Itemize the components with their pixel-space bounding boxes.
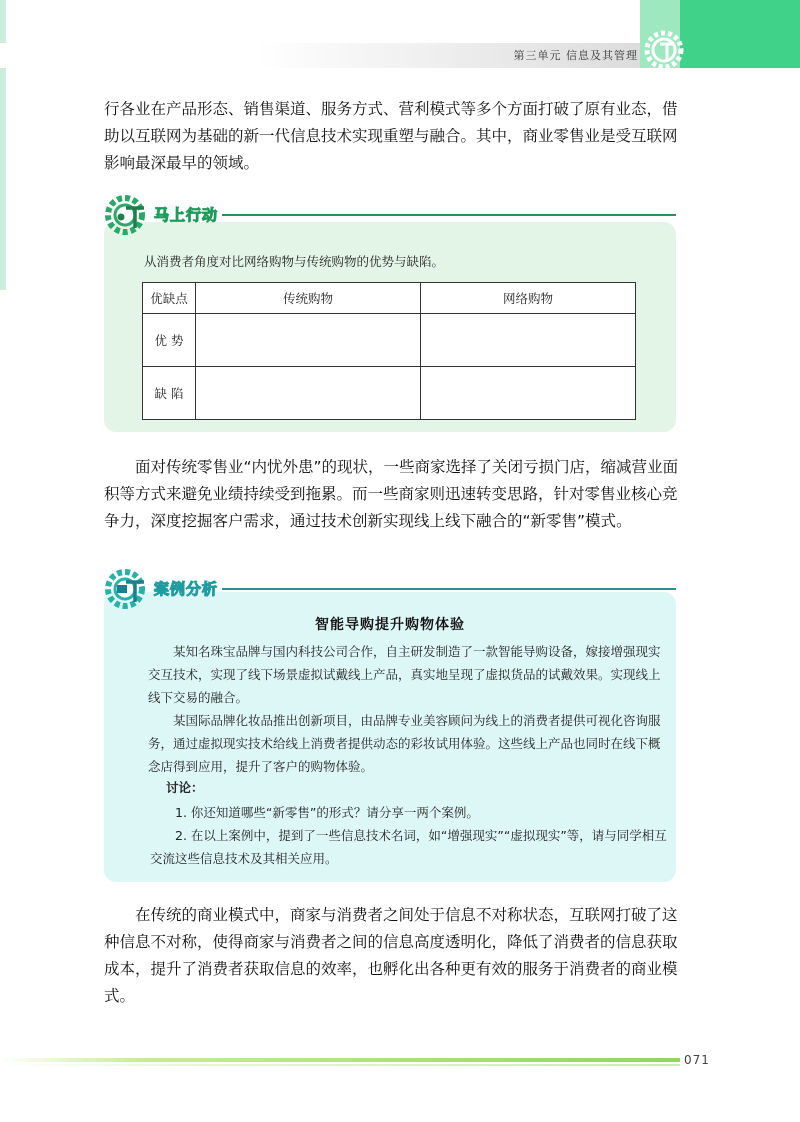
case-heading xyxy=(104,566,676,612)
action-heading-title: 马上行动 xyxy=(154,206,219,224)
comparison-table xyxy=(142,282,636,420)
gear-icon xyxy=(104,566,150,612)
footer-rule xyxy=(0,1058,680,1062)
page-number: 071 xyxy=(684,1053,710,1067)
discussion-question-2: 2. 在以上案例中，提到了一些信息技术名词，如“增强现实”“虚拟现实”等，请与同学相互交流这些信息技术及其相关应用。 xyxy=(150,828,667,866)
table-cell xyxy=(196,314,421,367)
case-heading-rule xyxy=(222,588,676,590)
table-row xyxy=(143,314,636,367)
gear-icon xyxy=(104,192,150,238)
table-header-cell: 传统购物 xyxy=(196,283,421,314)
action-instruction: 从消费者角度对比网络购物与传统购物的优势与缺陷。 xyxy=(144,254,445,269)
footer-rule-thin xyxy=(0,1064,680,1066)
body-paragraph-1: 行各业在产品形态、销售渠道、服务方式、营利模式等多个方面打破了原有业态，借助以互联网为基础的新一代信息技术实现重塑与融合。其中，商业零售业是受互联网影响最深最早的领域。 xyxy=(104,100,678,172)
table-header-cell: 优缺点 xyxy=(143,283,196,314)
table-header-row xyxy=(143,283,636,314)
table-row-label: 优 势 xyxy=(143,314,196,367)
table-header-cell: 网络购物 xyxy=(421,283,636,314)
table-cell xyxy=(421,367,636,420)
table-cell xyxy=(421,314,636,367)
unit-title: 第三单元 信息及其管理 xyxy=(513,49,638,62)
case-paragraph-1: 某知名珠宝品牌与国内科技公司合作，自主研发制造了一款智能导购设备，嫁接增强现实交互技术，实现了线下场景虚拟试戴线上产品，真实地呈现了虚拟货品的试戴效果。实现线上线下交易的融合。 xyxy=(148,644,661,705)
action-heading-rule xyxy=(222,214,676,216)
case-paragraph-2: 某国际品牌化妆品推出创新项目，由品牌专业美容顾问为线上的消费者提供可视化咨询服务，通过虚拟现实技术给线上消费者提供动态的彩妆试用体验。这些线上产品也同时在线下概念店得到应用，提升了客户的购物体验。 xyxy=(148,713,661,774)
action-heading xyxy=(104,192,676,238)
gear-logo-icon xyxy=(640,26,688,74)
discussion-question-1: 1. 你还知道哪些“新零售”的形式？请分享一两个案例。 xyxy=(175,805,479,820)
discussion-label: 讨论： xyxy=(166,780,204,795)
body-paragraph-3: 在传统的商业模式中，商家与消费者之间处于信息不对称状态，互联网打破了这种信息不对称，使得商家与消费者之间的信息高度透明化，降低了消费者的信息获取成本，提升了消费者获取信息的效率，也孵化出各种更有效的服务于消费者的商业模式。 xyxy=(104,906,678,1005)
case-title: 智能导购提升购物体验 xyxy=(315,617,465,633)
table-row-label: 缺 陷 xyxy=(143,367,196,420)
table-cell xyxy=(196,367,421,420)
case-heading-title: 案例分析 xyxy=(154,580,219,598)
table-row xyxy=(143,367,636,420)
body-paragraph-2: 面对传统零售业“内忧外患”的现状，一些商家选择了关闭亏损门店，缩减营业面积等方式来避免业绩持续受到拖累。而一些商家则迅速转变思路，针对零售业核心竞争力，深度挖掘客户需求，通过技术创新实现线上线下融合的“新零售”模式。 xyxy=(104,458,679,530)
